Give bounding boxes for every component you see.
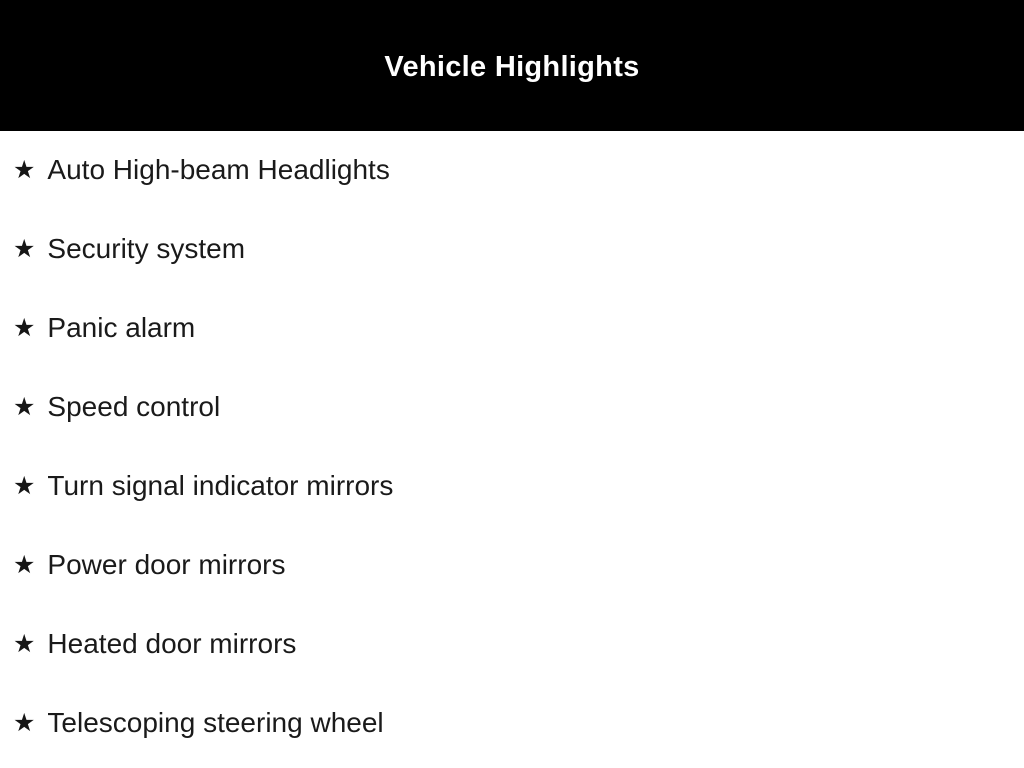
list-item xyxy=(0,605,1024,684)
star-icon: ★ xyxy=(13,471,36,500)
list-item-label: Speed control xyxy=(47,391,221,423)
list-item xyxy=(0,210,1024,289)
star-icon: ★ xyxy=(13,234,36,263)
list-item-label: Telescoping steering wheel xyxy=(47,707,384,739)
list-item xyxy=(0,447,1024,526)
list-item-label: Security system xyxy=(47,233,246,265)
list-item-label: Power door mirrors xyxy=(47,549,286,581)
star-icon: ★ xyxy=(13,708,36,737)
list-item xyxy=(0,684,1024,763)
star-icon: ★ xyxy=(13,629,36,658)
list-item xyxy=(0,526,1024,605)
star-icon: ★ xyxy=(13,392,36,421)
list-item xyxy=(0,289,1024,368)
list-item-label: Panic alarm xyxy=(47,312,196,344)
list-item xyxy=(0,131,1024,210)
star-icon: ★ xyxy=(13,550,36,579)
list-item xyxy=(0,368,1024,447)
star-icon: ★ xyxy=(13,155,36,184)
header-bar xyxy=(0,0,1024,131)
list-item-label: Heated door mirrors xyxy=(47,628,297,660)
list-item-label: Turn signal indicator mirrors xyxy=(47,470,394,502)
highlights-list xyxy=(0,131,1024,763)
page-title: Vehicle Highlights xyxy=(384,51,640,83)
star-icon: ★ xyxy=(13,313,36,342)
list-item-label: Auto High-beam Headlights xyxy=(47,154,390,186)
